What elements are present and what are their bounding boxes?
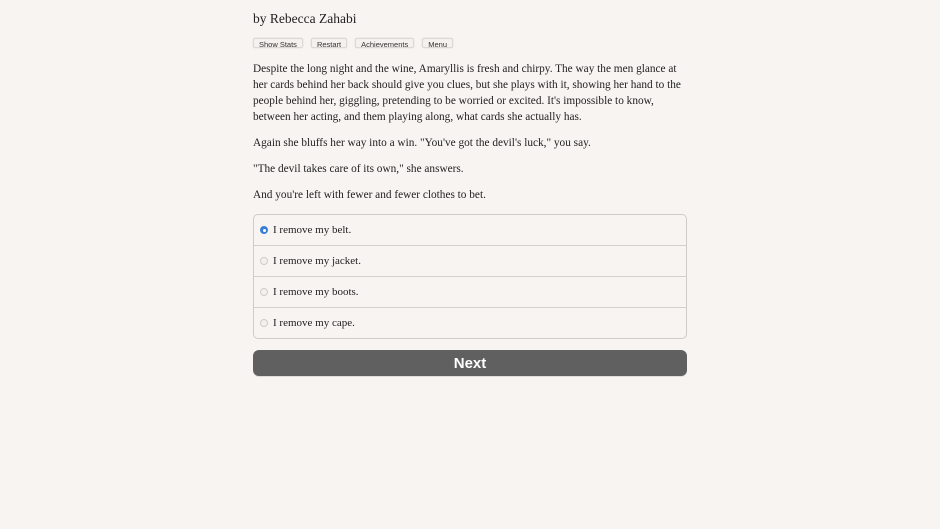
author-byline: by Rebecca Zahabi bbox=[253, 11, 357, 26]
next-button[interactable]: Next bbox=[253, 350, 687, 376]
choice-option-jacket[interactable] bbox=[254, 246, 686, 277]
story-paragraph: Despite the long night and the wine, Amaryllis is fresh and chirpy. The way the men glance at her cards behind her back should give you clues, but she plays with it, showing her hand to the people behind her, giggling, pretending to be worried or excited. It's impossible to know, between her acting, and them playing along, what cards she actually has. bbox=[253, 63, 681, 123]
choice-option-belt[interactable] bbox=[254, 215, 686, 246]
choice-label: I remove my jacket. bbox=[273, 255, 361, 267]
choice-label: I remove my cape. bbox=[273, 317, 355, 329]
story-paragraph: And you're left with fewer and fewer clothes to bet. bbox=[253, 189, 486, 201]
choice-option-cape[interactable] bbox=[254, 308, 686, 338]
choice-option-boots[interactable] bbox=[254, 277, 686, 308]
menu-button[interactable]: Menu bbox=[422, 38, 453, 48]
restart-button[interactable]: Restart bbox=[311, 38, 347, 48]
story-paragraph: Again she bluffs her way into a win. "You've got the devil's luck," you say. bbox=[253, 137, 591, 149]
choice-list bbox=[253, 214, 687, 339]
show-stats-button[interactable]: Show Stats bbox=[253, 38, 303, 48]
choice-label: I remove my boots. bbox=[273, 286, 359, 298]
choice-label: I remove my belt. bbox=[273, 224, 352, 236]
story-paragraph: "The devil takes care of its own," she answers. bbox=[253, 163, 464, 175]
radio-checked-icon[interactable] bbox=[260, 226, 268, 234]
toolbar bbox=[253, 38, 453, 48]
radio-unchecked-icon[interactable] bbox=[260, 319, 268, 327]
radio-unchecked-icon[interactable] bbox=[260, 257, 268, 265]
achievements-button[interactable]: Achievements bbox=[355, 38, 414, 48]
story-text bbox=[253, 61, 687, 213]
radio-unchecked-icon[interactable] bbox=[260, 288, 268, 296]
